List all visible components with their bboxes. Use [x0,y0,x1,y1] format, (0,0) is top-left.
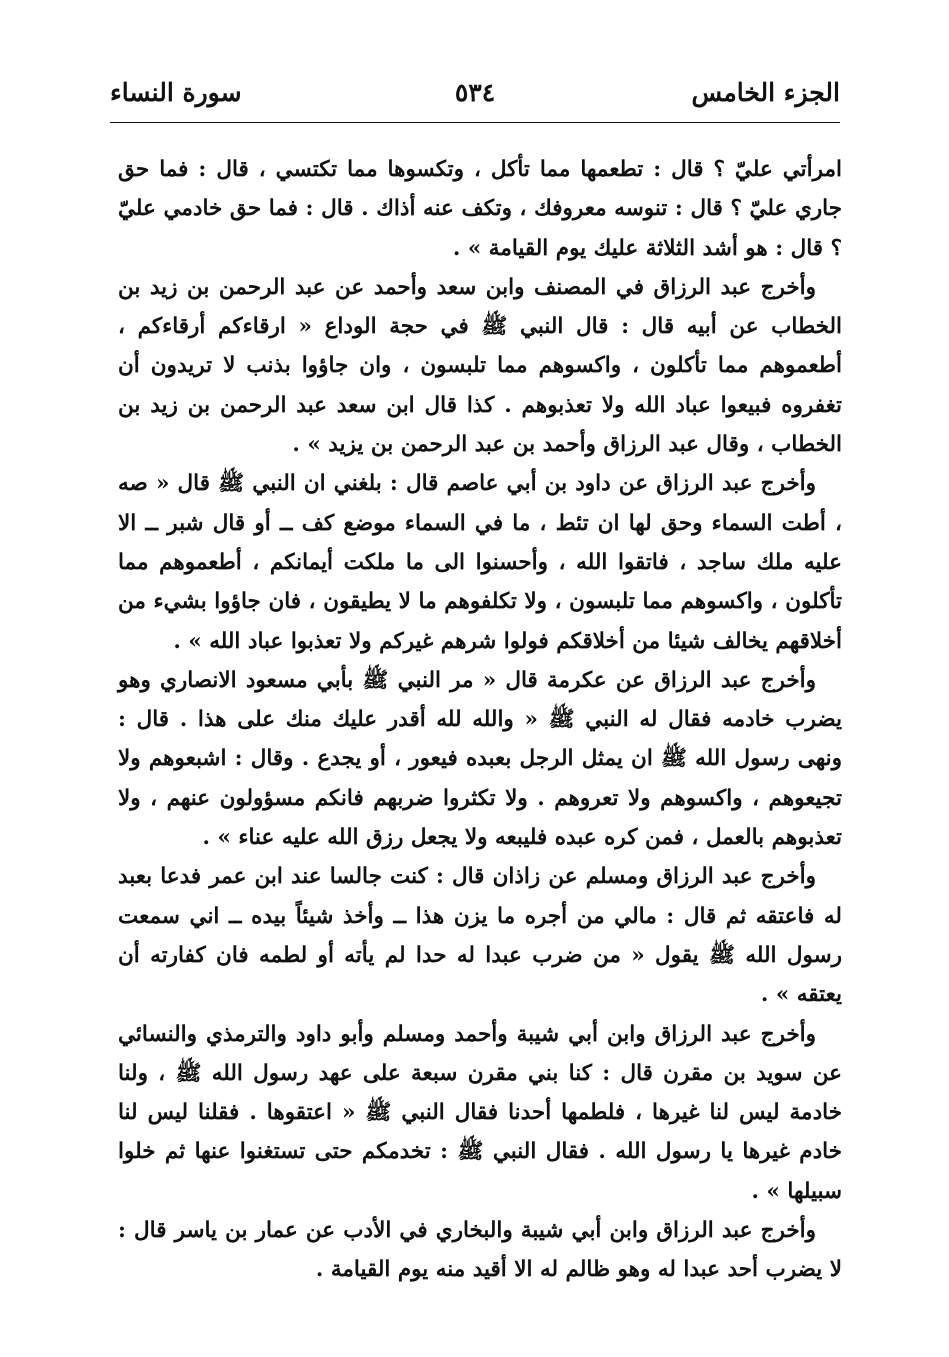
page-header [110,78,840,122]
paragraph-ibn-zayd: وأخرج عبد الرزاق في المصنف وابن سعد وأحمد عن عبد الرحمن بن زيد بن الخطاب عن أبيه قال : قال النبي ﷺ في حجة الوداع « ارقاءكم أرقاءكم ، أطعموهم مما تأكلون ، واكسوهم مما تلبسون ، وان جاؤوا بذنب لا تريدون أن تغفروه فبيعوا عباد الله ولا تعذبوهم . كذا قال ابن سعد عبد الرحمن بن زيد بن الخطاب ، وقال عبد الرزاق وأحمد بن عبد الرحمن بن يزيد » . [118,274,842,458]
page-body [118,150,842,1290]
paragraph-ammar: وأخرج عبد الرزاق وابن أبي شيبة والبخاري في الأدب عن عمار بن ياسر قال : لا يضرب أحد عبدا له وهو ظالم له الا أقيد منه يوم القيامة . [118,1218,842,1283]
paragraph-continuation: امرأتي عليّ ؟ قال : تطعمها مما تأكل ، وتكسوها مما تكتسي ، قال : فما حق جاري عليّ ؟ قال : تنوسه معروفك ، وتكف عنه أذاك . قال : فما حق خادمي عليّ ؟ قال : هو أشد الثلاثة عليك يوم القيامة » . [118,157,842,261]
part-title: الجزء الخامس [691,78,840,107]
paragraph-ikrima: وأخرج عبد الرزاق عن عكرمة قال « مر النبي ﷺ بأبي مسعود الانصاري وهو يضرب خادمه فقال له النبي ﷺ « والله لله أقدر عليك منك على هذا . قال : ونهى رسول الله ﷺ ان يمثل الرجل بعبده فيعور ، أو يجدع . وقال : اشبعوهم ولا تجيعوهم ، واكسوهم ولا تعروهم . ولا تكثروا ضربهم فانكم مسؤولون عنهم ، ولا تعذبوهم بالعمل ، فمن كره عبده فليبعه ولا يجعل رزق الله عليه عناء » . [118,667,842,851]
paragraph-suwayd: وأخرج عبد الرزاق وابن أبي شيبة وأحمد ومسلم وأبو داود والترمذي والنسائي عن سويد بن مقرن قال : كنا بني مقرن سبعة على عهد رسول الله ﷺ ، ولنا خادمة ليس لنا غيرها ، فلطمها أحدنا فقال النبي ﷺ « اعتقوها . فقلنا ليس لنا خادم غيرها يا رسول الله . فقال النبي ﷺ : تخدمكم حتى تستغنوا عنها ثم خلوا سبيلها » . [118,1021,842,1204]
header-rule [110,122,840,123]
surah-title: سورة النساء [110,78,242,107]
paragraph-zadhan: وأخرج عبد الرزاق ومسلم عن زاذان قال : كنت جالسا عند ابن عمر فدعا بعبد له فاعتقه ثم قال : مالي من أجره ما يزن هذا ــ وأخذ شيئاً بيده ــ اني سمعت رسول الله ﷺ يقول « من ضرب عبدا له حدا لم يأته أو لطمه فان كفارته أن يعتقه » . [118,864,842,1008]
page-number: ٥٣٤ [454,78,496,107]
paragraph-dawud: وأخرج عبد الرزاق عن داود بن أبي عاصم قال : بلغني ان النبي ﷺ قال « صه ، أطت السماء وحق لها ان تئط ، ما في السماء موضع كف ــ أو قال شبر ــ الا عليه ملك ساجد ، فاتقوا الله ، وأحسنوا الى ما ملكت أيمانكم ، أطعموهم مما تأكلون ، واكسوهم مما تلبسون ، ولا تكلفوهم ما لا يطيقون ، فان جاؤوا بشيء من أخلاقهم يخالف شيئا من أخلاقكم فولوا شرهم غيركم ولا تعذبوا عباد الله » . [118,471,842,654]
